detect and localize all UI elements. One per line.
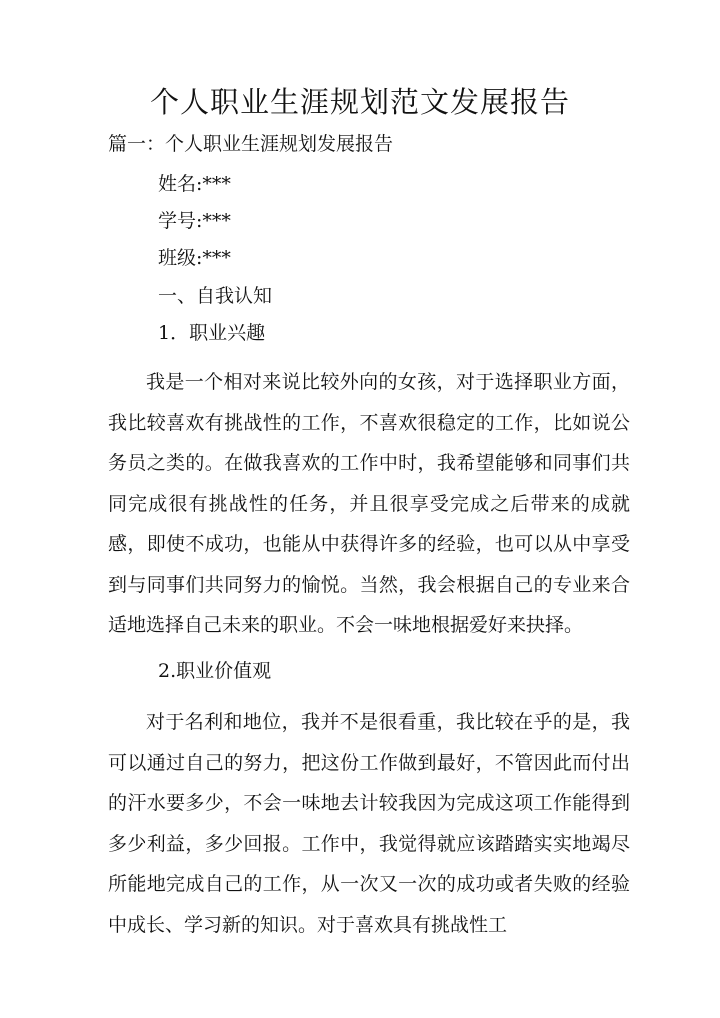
paragraph-career-interest: 我是一个相对来说比较外向的女孩，对于选择职业方面，我比较喜欢有挑战性的工作，不喜欢很稳定的工作，比如说公务员之类的。在做我喜欢的工作中时，我希望能够和同事们共同完成很有挑战性的任务，并且很享受完成之后带来的成就感，即使不成功，也能从中获得许多的经验，也可以从中享受到与同事们共同努力的愉悦。当然，我会根据自己的专业来合适地选择自己未来的职业。不会一味地根据爱好来抉择。 xyxy=(108,371,630,636)
document-title: 个人职业生涯规划范文发展报告 xyxy=(149,85,570,119)
class-field: 班级:*** xyxy=(158,247,231,269)
student-id-field: 学号:*** xyxy=(158,210,231,232)
subsection-heading-career-values: 2.职业价值观 xyxy=(158,660,272,682)
subsection-heading-career-interest: 1．职业兴趣 xyxy=(158,322,266,344)
name-field: 姓名:*** xyxy=(158,173,231,195)
section-heading-self-awareness: 一、自我认知 xyxy=(158,285,273,307)
document-subtitle: 篇一：个人职业生涯规划发展报告 xyxy=(108,133,394,155)
paragraph-career-values: 对于名利和地位，我并不是很看重，我比较在乎的是，我可以通过自己的努力，把这份工作做到最好，不管因此而付出的汗水要多少，不会一味地去计较我因为完成这项工作能得到多少利益，多少回报。工作中，我觉得就应该踏踏实实地竭尽所能地完成自己的工作，从一次又一次的成功或者失败的经验中成长、学习新的知识。对于喜欢具有挑战性工 xyxy=(108,711,630,936)
